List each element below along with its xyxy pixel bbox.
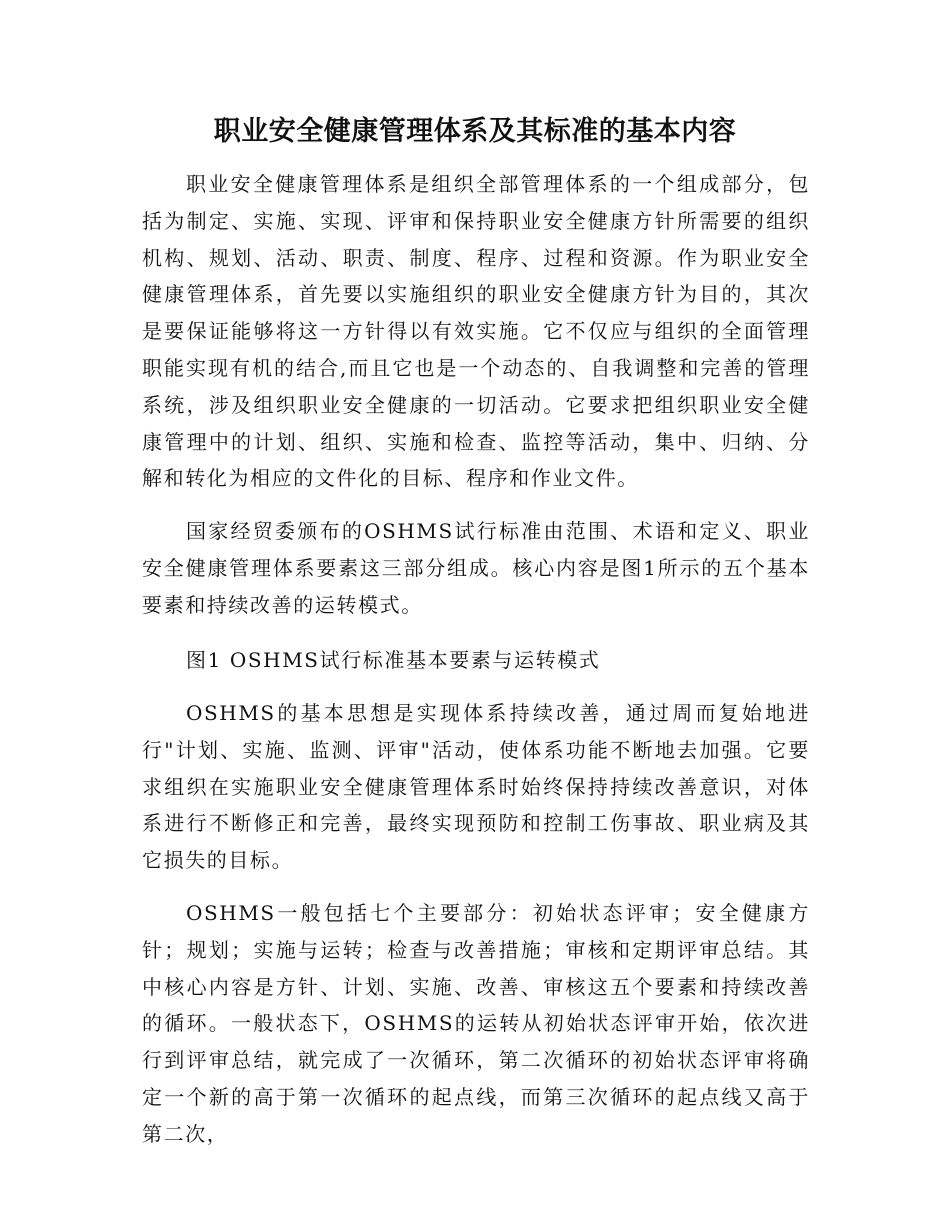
paragraph-oshms-definition: 职业安全健康管理体系是组织全部管理体系的一个组成部分，包括为制定、实施、实现、评审和保持职业安全健康方针所需要的组织机构、规划、活动、职责、制度、程序、过程和资源。作为职业安全健康管理体系，首先要以实施组织的职业安全健康方针为目的，其次是要保证能够将这一方针得以有效实施。它不仅应与组织的全面管理职能实现有机的结合,而且它也是一个动态的、自我调整和完善的管理系统，涉及组织职业安全健康的一切活动。它要求把组织职业安全健康管理中的计划、组织、实施和检查、监控等活动，集中、归纳、分解和转化为相应的文件化的目标、程序和作业文件。 xyxy=(142,172,810,491)
paragraph-basic-idea: OSHMS的基本思想是实现体系持续改善，通过周而复始地进行"计划、实施、监测、评审"活动，使体系功能不断地去加强。它要求组织在实施职业安全健康管理体系时始终保持持续改善意识，对体系进行不断修正和完善，最终实现预防和控制工伤事故、职业病及其它损失的目标。 xyxy=(142,701,810,873)
paragraph-main-parts: OSHMS一般包括七个主要部分：初始状态评审；安全健康方针；规划；实施与运转；检查与改善措施；审核和定期评审总结。其中核心内容是方针、计划、实施、改善、审核这五个要素和持续改善的循环。一般状态下，OSHMS的运转从初始状态评审开始，依次进行到评审总结，就完成了一次循环，第二次循环的初始状态评审将确定一个新的高于第一次循环的起点线，而第三次循环的起点线又高于第二次， xyxy=(142,901,810,1146)
figure-caption: 图1 OSHMS试行标准基本要素与运转模式 xyxy=(186,648,601,672)
paragraph-standard-structure: 国家经贸委颁布的OSHMS试行标准由范围、术语和定义、职业安全健康管理体系要素这三部分组成。核心内容是图1所示的五个基本要素和持续改善的运转模式。 xyxy=(142,519,810,617)
document-title: 职业安全健康管理体系及其标准的基本内容 xyxy=(213,116,737,147)
